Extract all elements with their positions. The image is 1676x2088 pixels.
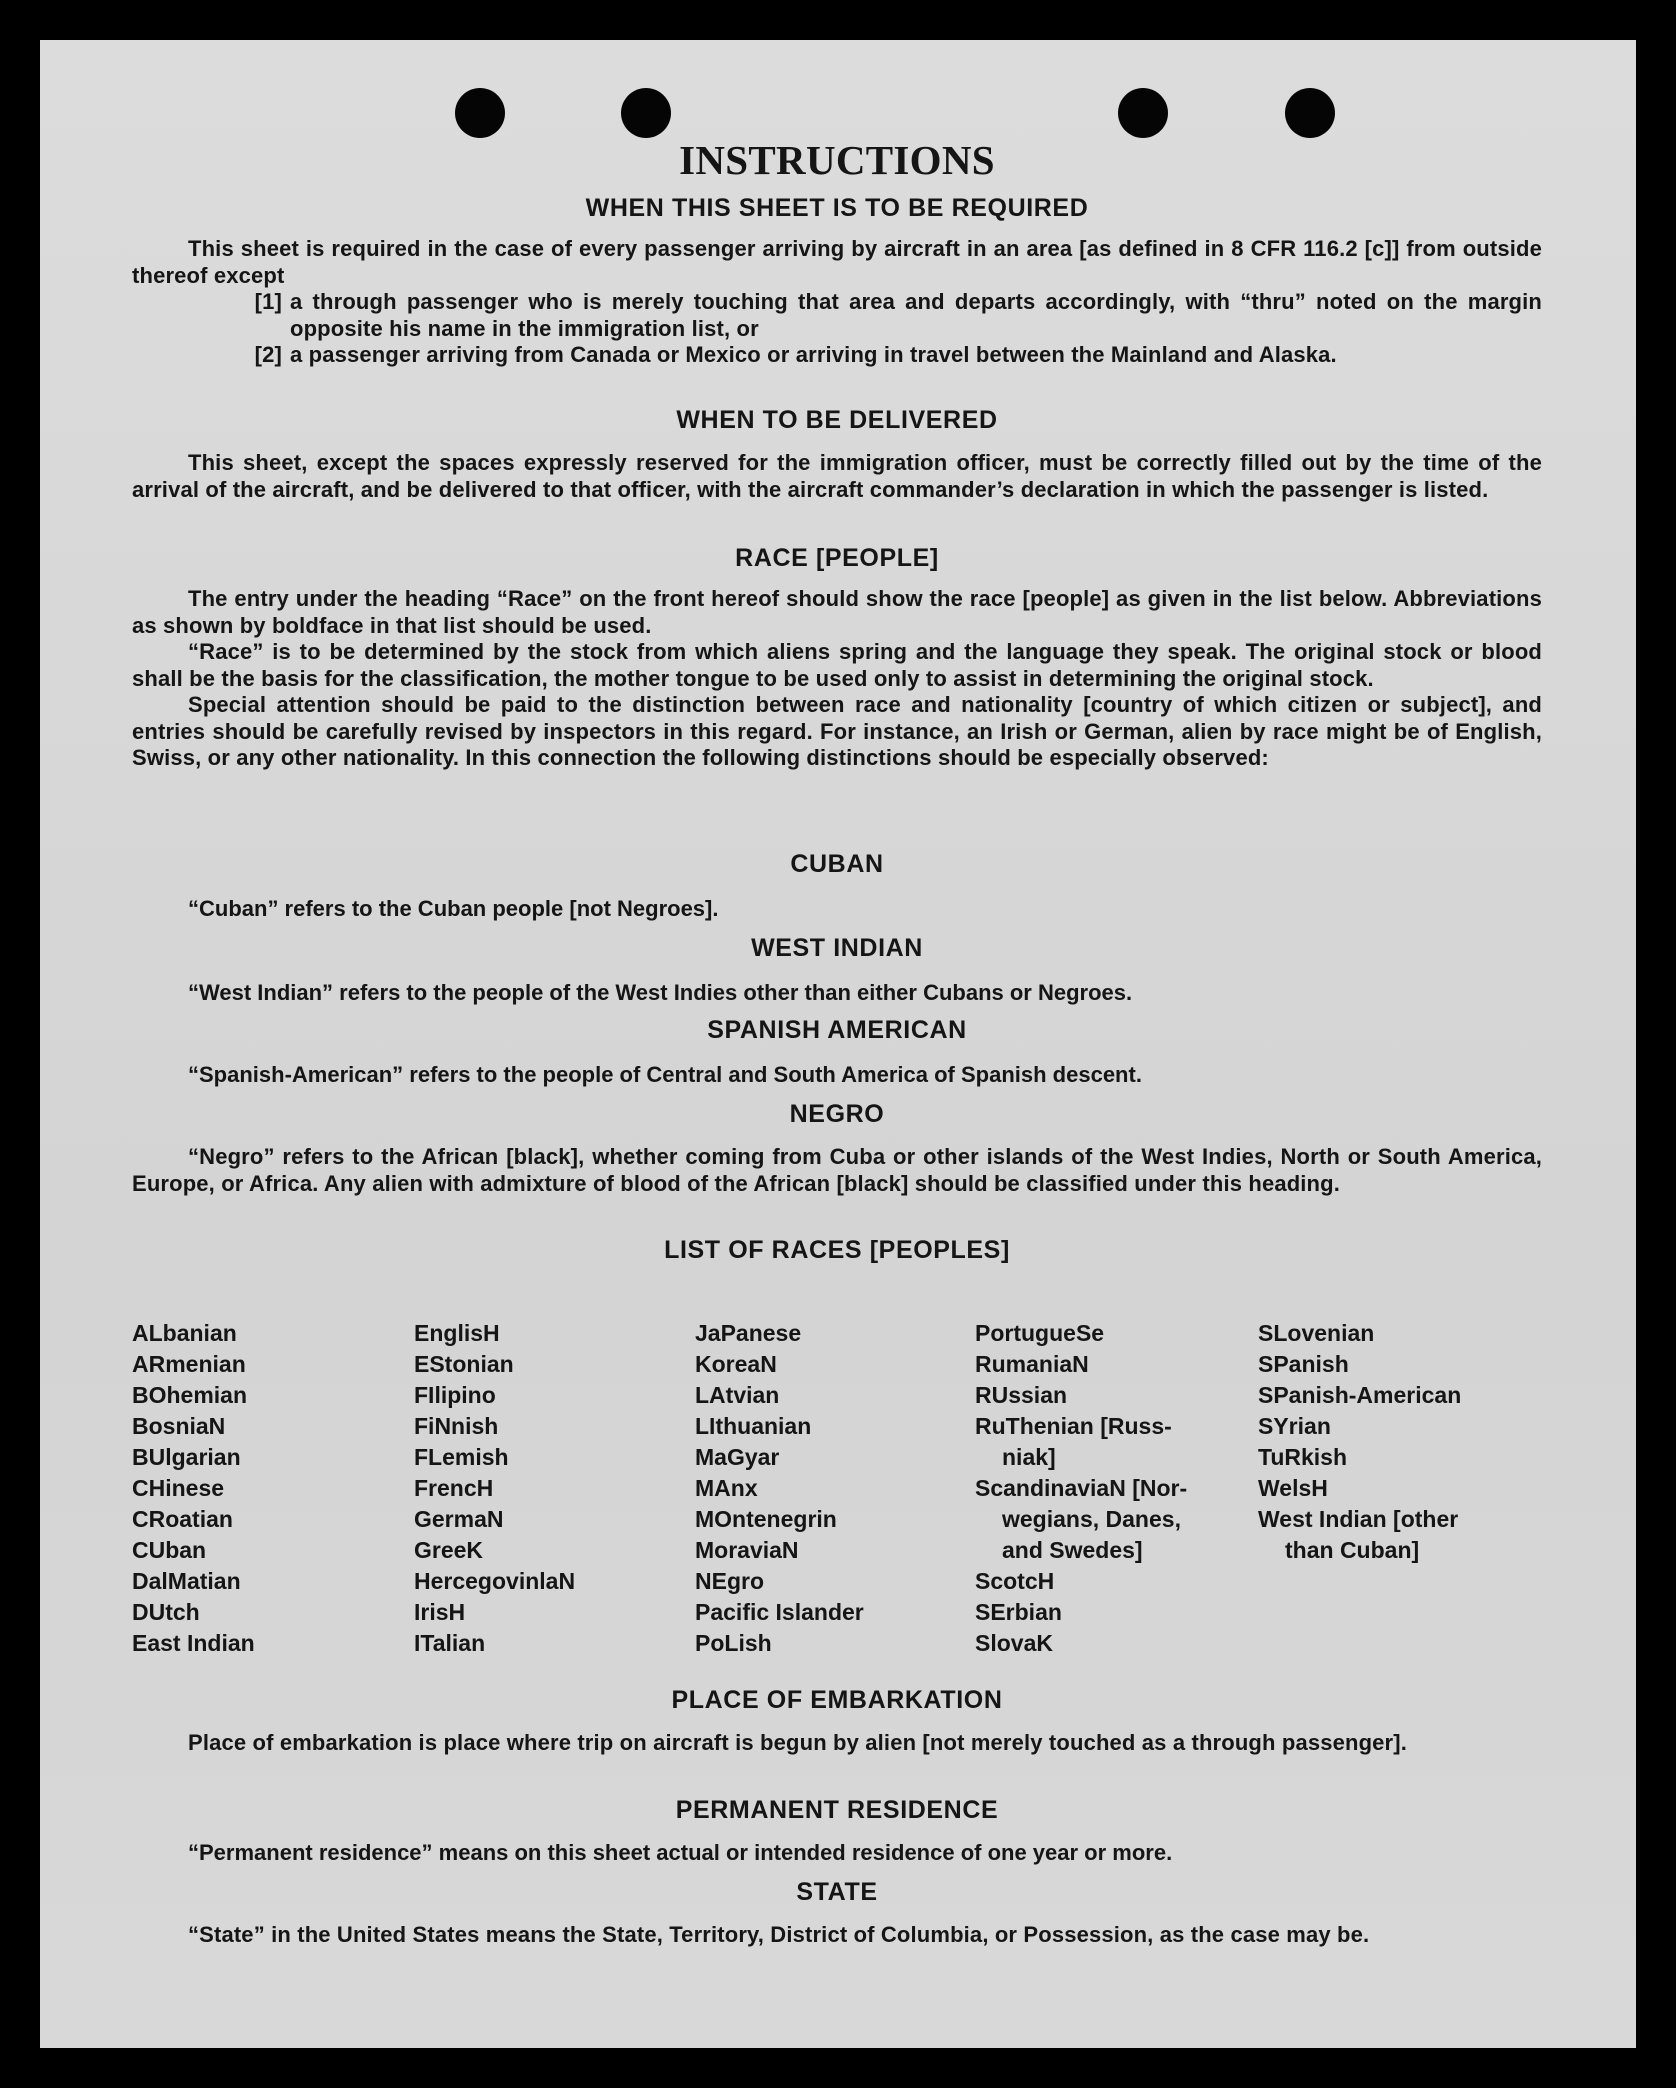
spanish-american-text: “Spanish-American” refers to the people of Central and South America of Spanish descent. <box>188 1062 1142 1087</box>
race-entry: BOhemian <box>132 1382 248 1408</box>
document-sheet <box>40 40 1636 2048</box>
race-entry: DUtch <box>132 1599 200 1625</box>
embarkation-paragraph <box>132 1730 1542 1757</box>
race-entry: CRoatian <box>132 1506 233 1532</box>
race-entry: SYrian <box>1258 1413 1331 1439</box>
race-entry: JaPanese <box>695 1320 802 1346</box>
race-entry: EnglisH <box>414 1320 500 1346</box>
race-entry: FrencH <box>414 1475 494 1501</box>
delivered-paragraph <box>132 450 1542 503</box>
race-entry: SPanish-American <box>1258 1382 1462 1408</box>
heading-when-required: WHEN THIS SHEET IS TO BE REQUIRED <box>585 194 1089 222</box>
race-entry: RUssian <box>975 1382 1068 1408</box>
race-text-2: “Race” is to be determined by the stock from which aliens spring and the language they speak. The original stock or blood shall be the basis for the classification, the mother tongue to be used only to assist in determining the original stock. <box>132 639 1542 691</box>
cuban-text: “Cuban” refers to the Cuban people [not Negroes]. <box>188 896 719 921</box>
race-entry: CHinese <box>132 1475 225 1501</box>
race-entry: FIlipino <box>414 1382 496 1408</box>
exception-item-1 <box>132 289 1542 342</box>
race-entry: FLemish <box>414 1444 509 1470</box>
race-entry: IrisH <box>414 1599 466 1625</box>
race-entry: LIthuanian <box>695 1413 812 1439</box>
race-entry: SlovaK <box>975 1630 1053 1656</box>
heading-west-indian: WEST INDIAN <box>751 934 923 962</box>
race-entry: ARmenian <box>132 1351 246 1377</box>
race-entry: MAnx <box>695 1475 758 1501</box>
race-entry: DalMatian <box>132 1568 241 1594</box>
race-text-1: The entry under the heading “Race” on the front hereof should show the race [people] as given in the list below. Abbreviations as shown by boldface in that list should be used. <box>132 586 1542 638</box>
heading-list-of-races: LIST OF RACES [PEOPLES] <box>664 1236 1010 1264</box>
race-entry: wegians, Danes, <box>1002 1506 1181 1532</box>
punch-hole <box>1285 88 1335 138</box>
race-entry: GreeK <box>414 1537 484 1563</box>
race-text-3: Special attention should be paid to the distinction between race and nationality [country of which citizen or subject], and entries should be carefully revised by inspectors in this regard. For instance, an Irish or German, alien by race might be of English, Swiss, or any other nationality. In this connection the following distinctions should be especially observed: <box>132 692 1542 770</box>
heading-place-of-embarkation: PLACE OF EMBARKATION <box>671 1686 1003 1714</box>
race-entry: ScotcH <box>975 1568 1055 1594</box>
page-title: INSTRUCTIONS <box>679 137 995 183</box>
race-paragraph <box>132 586 1542 772</box>
west-indian-text: “West Indian” refers to the people of the West Indies other than either Cubans or Negroes. <box>188 980 1133 1005</box>
races-column-4 <box>975 1318 1187 1659</box>
race-entry: CUban <box>132 1537 207 1563</box>
heading-when-delivered: WHEN TO BE DELIVERED <box>676 406 998 434</box>
race-entry: GermaN <box>414 1506 504 1532</box>
race-entry: FiNnish <box>414 1413 499 1439</box>
race-entry: East Indian <box>132 1630 255 1656</box>
negro-paragraph <box>132 1144 1542 1197</box>
race-entry: WelsH <box>1258 1475 1328 1501</box>
race-entry: SPanish <box>1258 1351 1349 1377</box>
race-entry: HercegovinlaN <box>414 1568 576 1594</box>
heading-permanent-residence: PERMANENT RESIDENCE <box>675 1796 999 1824</box>
race-entry: BosniaN <box>132 1413 226 1439</box>
delivered-text: This sheet, except the spaces expressly reserved for the immigration officer, must be correctly filled out by the time of the arrival of the aircraft, and be delivered to that officer, with the aircraft commander’s declaration in which the passenger is listed. <box>132 450 1542 502</box>
heading-race: RACE [PEOPLE] <box>735 544 939 572</box>
state-text: “State” in the United States means the State, Territory, District of Columbia, or Possession, as the case may be. <box>188 1922 1370 1947</box>
race-entry: RuThenian [Russ- <box>975 1413 1172 1439</box>
punch-hole <box>621 88 671 138</box>
heading-spanish-american: SPANISH AMERICAN <box>707 1016 967 1044</box>
exception-item-2 <box>132 342 1542 369</box>
race-entry: SLovenian <box>1258 1320 1375 1346</box>
race-entry: than Cuban] <box>1285 1537 1420 1563</box>
punch-hole <box>1118 88 1168 138</box>
negro-text: “Negro” refers to the African [black], whether coming from Cuba or other islands of the West Indies, North or South America, Europe, or Africa. Any alien with admixture of blood of the African [black] should be classified under this heading. <box>132 1144 1542 1196</box>
races-column-1 <box>132 1318 255 1659</box>
race-entry: MaGyar <box>695 1444 780 1470</box>
race-entry: TuRkish <box>1258 1444 1348 1470</box>
required-intro: This sheet is required in the case of every passenger arriving by aircraft in an area [as defined in 8 CFR 116.2 [c]] from outside thereof except <box>132 236 1542 288</box>
heading-negro: NEGRO <box>789 1100 885 1128</box>
race-entry: ScandinaviaN [Nor- <box>975 1475 1188 1501</box>
item-number: [2] <box>254 342 282 367</box>
races-column-5 <box>1258 1318 1461 1566</box>
race-entry: ITalian <box>414 1630 486 1656</box>
race-entry: and Swedes] <box>1002 1537 1143 1563</box>
race-entry: PortugueSe <box>975 1320 1105 1346</box>
race-entry: PoLish <box>695 1630 772 1656</box>
race-entry: EStonian <box>414 1351 514 1377</box>
punch-hole <box>455 88 505 138</box>
required-paragraph <box>132 236 1542 369</box>
embarkation-text: Place of embarkation is place where trip on aircraft is begun by alien [not merely touched as a through passenger]. <box>188 1730 1407 1755</box>
race-entry: NEgro <box>695 1568 764 1594</box>
item-text: a passenger arriving from Canada or Mexico or arriving in travel between the Mainland and Alaska. <box>290 342 1337 367</box>
item-number: [1] <box>254 289 282 314</box>
item-text: a through passenger who is merely touching that area and departs accordingly, with “thru” noted on the margin opposite his name in the immigration list, or <box>290 289 1542 341</box>
race-entry: BUlgarian <box>132 1444 241 1470</box>
race-entry: ALbanian <box>132 1320 237 1346</box>
race-entry: niak] <box>1002 1444 1056 1470</box>
race-entry: KoreaN <box>695 1351 777 1377</box>
race-entry: MoraviaN <box>695 1537 799 1563</box>
race-entry: MOntenegrin <box>695 1506 837 1532</box>
heading-state: STATE <box>796 1878 878 1906</box>
heading-cuban: CUBAN <box>790 850 884 878</box>
race-entry: Pacific Islander <box>695 1599 864 1625</box>
race-entry: LAtvian <box>695 1382 780 1408</box>
race-entry: West Indian [other <box>1258 1506 1459 1532</box>
races-column-2 <box>414 1318 575 1659</box>
residence-text: “Permanent residence” means on this sheet actual or intended residence of one year or more. <box>188 1840 1173 1865</box>
race-entry: SErbian <box>975 1599 1062 1625</box>
state-paragraph <box>132 1922 1542 1949</box>
race-entry: RumaniaN <box>975 1351 1089 1377</box>
races-column-3 <box>695 1318 864 1659</box>
